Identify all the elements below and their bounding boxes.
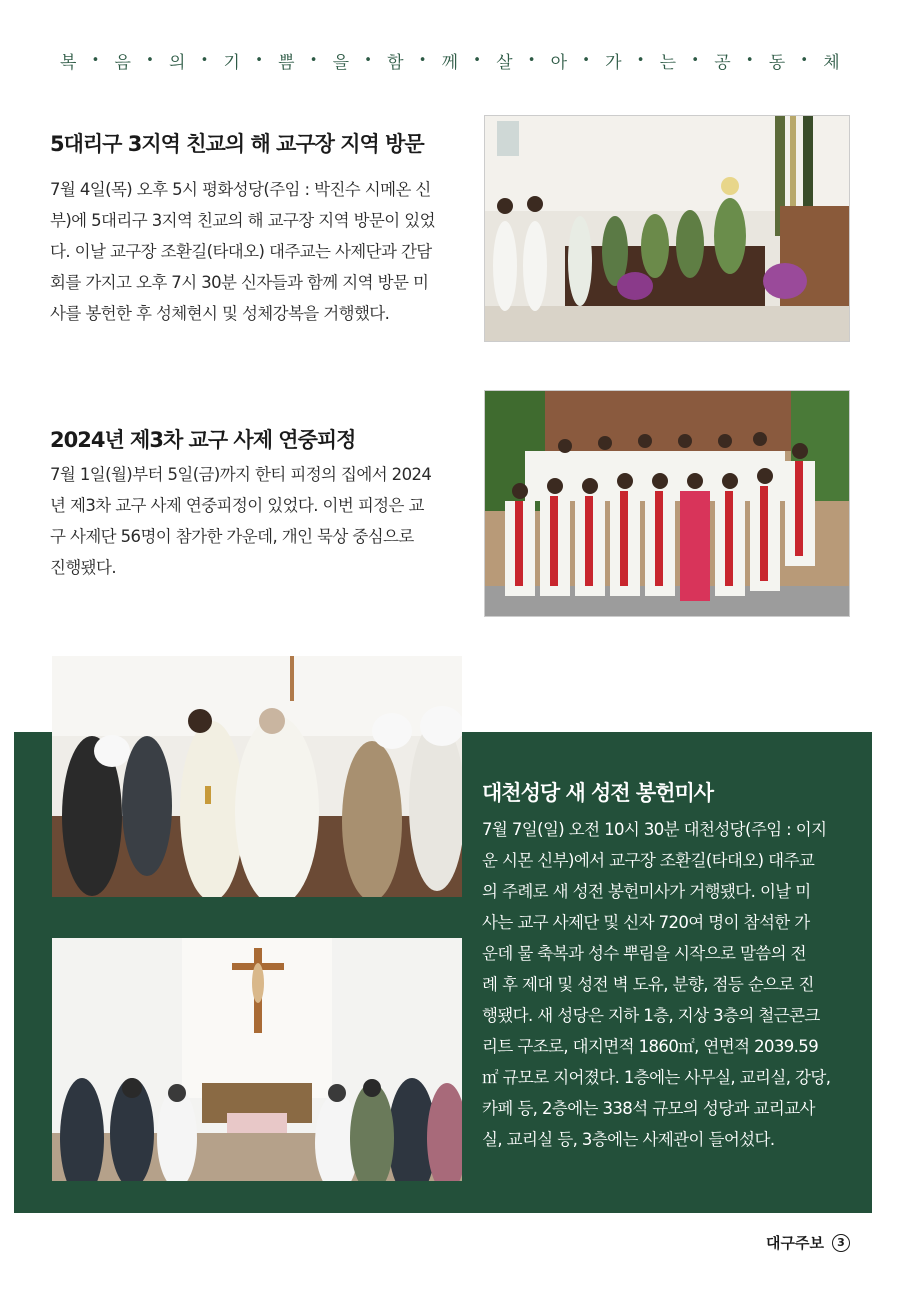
motto-dot-separator: •	[146, 53, 154, 68]
article1-line: 회를 가지고 오후 7시 30분 신자들과 함께 지역 방문 미	[50, 273, 429, 292]
motto-char: 음	[114, 53, 131, 73]
article3-line: 운데 물 축복과 성수 뿌림을 시작으로 말씀의 전	[482, 944, 806, 963]
motto-char: 기	[223, 53, 240, 73]
article3-line: 실, 교리실 등, 3층에는 사제관이 들어섰다.	[482, 1130, 775, 1149]
motto-dot-separator: •	[582, 53, 590, 68]
article3-line: 례 후 제대 및 성전 벽 도유, 분향, 점등 순으로 진	[482, 975, 814, 994]
article3-line: 7월 7일(일) 오전 10시 30분 대천성당(주임 : 이지	[482, 820, 827, 839]
article3-line: 운 시몬 신부)에서 교구장 조환길(타대오) 대주교	[482, 851, 815, 870]
motto-dot-separator: •	[200, 53, 209, 68]
photo-water-blessing	[52, 656, 462, 897]
motto-dot-separator: •	[255, 53, 263, 68]
motto-dot-separator: •	[309, 53, 318, 68]
motto-char: 의	[169, 53, 186, 73]
article1-line: 부)에 5대리구 3지역 친교의 해 교구장 지역 방문이 있었	[50, 211, 435, 230]
motto-dot-separator: •	[527, 53, 536, 68]
article3-line: 리트 구조로, 대지면적 1860㎡, 연면적 2039.59	[482, 1037, 819, 1056]
article3-line: ㎡ 규모로 지어졌다. 1층에는 사무실, 교리실, 강당,	[482, 1068, 831, 1087]
motto-dot-separator: •	[691, 53, 699, 68]
photo-new-church-interior-image	[52, 938, 462, 1181]
article3-line: 사는 교구 사제단 및 신자 720여 명이 참석한 가	[482, 913, 810, 932]
photo-priests-retreat-group	[484, 390, 850, 617]
motto-dot-separator: •	[636, 53, 645, 68]
photo-peace-church-mass	[484, 115, 850, 342]
article3-body	[482, 814, 852, 1155]
motto-char: 공	[714, 53, 731, 73]
page-footer	[766, 1232, 850, 1253]
photo-peace-church-mass-image	[485, 116, 850, 342]
motto-char: 는	[659, 53, 677, 73]
motto-char: 을	[332, 53, 350, 73]
motto-dot-separator: •	[473, 53, 481, 68]
article3-line: 카페 등, 2층에는 338석 규모의 성당과 교리교사	[482, 1099, 815, 1118]
article1-body	[50, 174, 462, 329]
motto-dot-separator: •	[91, 53, 100, 68]
header-motto	[60, 48, 840, 73]
article3-title: 대천성당 새 성전 봉헌미사	[482, 781, 714, 805]
photo-new-church-interior	[52, 938, 462, 1181]
article2-line: 구 사제단 56명이 참가한 가운데, 개인 묵상 중심으로	[50, 527, 414, 546]
motto-char: 살	[496, 53, 513, 73]
publication-name: 대구주보	[766, 1234, 824, 1252]
article1-line: 다. 이날 교구장 조환길(타대오) 대주교는 사제단과 간담	[50, 242, 432, 261]
motto-char: 함	[387, 53, 404, 73]
motto-char: 가	[605, 53, 622, 73]
motto-char: 아	[550, 53, 568, 73]
photo-water-blessing-image	[52, 656, 462, 897]
motto-char: 체	[823, 53, 840, 73]
article2-title: 2024년 제3차 교구 사제 연중피정	[50, 428, 356, 452]
article1-title: 5대리구 3지역 친교의 해 교구장 지역 방문	[50, 132, 424, 156]
article3-line: 행됐다. 새 성당은 지하 1층, 지상 3층의 철근콘크	[482, 1006, 820, 1025]
article1-line: 7월 4일(목) 오후 5시 평화성당(주임 : 박진수 시메온 신	[50, 180, 431, 199]
page-number: 3	[832, 1234, 850, 1252]
photo-priests-retreat-group-image	[485, 391, 850, 617]
article2-line: 년 제3차 교구 사제 연중피정이 있었다. 이번 피정은 교	[50, 496, 424, 515]
motto-char: 복	[60, 53, 77, 73]
motto-dot-separator: •	[418, 53, 427, 68]
article3-line: 의 주례로 새 성전 봉헌미사가 거행됐다. 이날 미	[482, 882, 811, 901]
motto-dot-separator: •	[800, 53, 809, 68]
motto-dot-separator: •	[745, 53, 754, 68]
motto-char: 께	[441, 53, 459, 73]
article2-body	[50, 459, 462, 583]
article2-line: 진행됐다.	[50, 558, 117, 577]
article2-line: 7월 1일(월)부터 5일(금)까지 한티 피정의 집에서 2024	[50, 465, 432, 484]
motto-char: 쁨	[278, 53, 295, 73]
motto-char: 동	[768, 53, 786, 73]
motto-dot-separator: •	[364, 53, 372, 68]
article1-line: 사를 봉헌한 후 성체현시 및 성체강복을 거행했다.	[50, 304, 390, 323]
